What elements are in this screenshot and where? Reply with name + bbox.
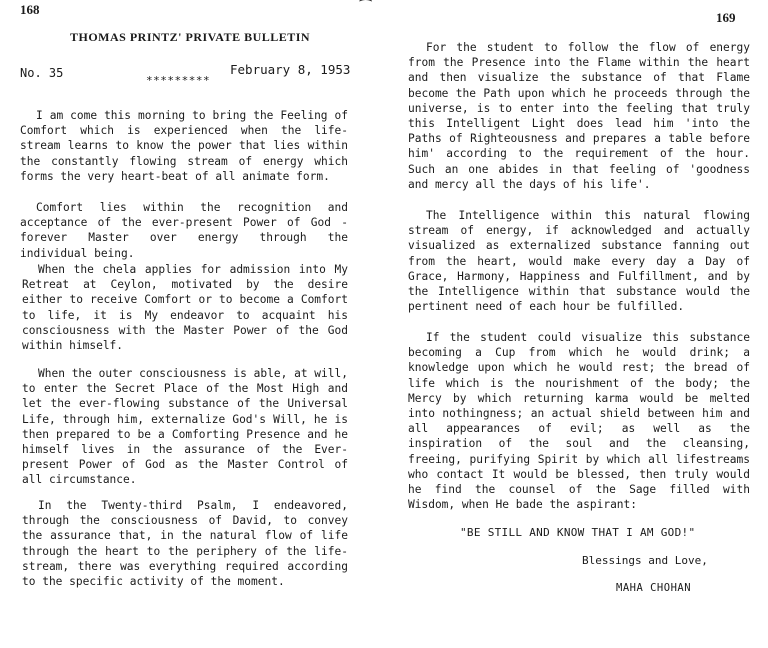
paragraph: If the student could visualize this substance becoming a Cup from which he would drink; a knowledge upon which he would rest; the bread of life which is the nourishment of the body; the Mercy by which returning karma would be melted into nothingness; an actual shield between him and all appearances of evil; as well as the inspiration of the soul and the cleansing, freeing, purifying Spirit by which all lifestreams who contact It would be blessed, then truly would he find the counsel of the Sage filled with Wisdom, when He bade the aspirant: — [408, 331, 750, 512]
paragraph: Comfort lies within the recognition and acceptance of the ever-present Power of God - forever Master over energy through the individual being. — [20, 201, 348, 260]
paragraph: I am come this morning to bring the Feeling of Comfort which is experienced when the life-stream learns to know the power that lies within the constantly flowing stream of energy which forms the very heart-beat of all animate form. — [20, 109, 348, 183]
paragraph: For the student to follow the flow of energy from the Presence into the Flame within the heart and then visualize the substance of that Flame become the Path upon which he proceeds through the universe, is to enter into the feeling that truly this Intelligent Light does lead him 'into the Paths of Righteousness and prepares a table before him' according to the requirement of the hour. Such an one abides in that feeling of 'goodness and mercy all the days of his life'. — [408, 41, 750, 191]
closing: Blessings and Love, — [582, 554, 708, 567]
page-number-left: 168 — [20, 2, 40, 17]
signature: MAHA CHOHAN — [616, 582, 692, 594]
bulletin-title: THOMAS PRINTZ' PRIVATE BULLETIN — [70, 30, 311, 44]
paragraph: In the Twenty-third Psalm, I endeavored, through the consciousness of David, to convey the assurance that, in the natural flow of life through the heart to the periphery of the life-stream, there was everything required according to the specific activity of the moment. — [22, 499, 348, 589]
issue-number: No. 35 — [20, 66, 64, 80]
paragraph: When the chela applies for admission into My Retreat at Ceylon, motivated by the desire either to receive Comfort or to become a Comfort to life, it is My endeavor to acquaint his consciousness with the Master Power of the God within himself. — [22, 263, 348, 353]
paragraph: The Intelligence within this natural flowing stream of energy, if acknowledged and actually visualized as externalized substance fanning out from the heart, would make every day a Day of Grace, Harmony, Happiness and Fulfillment, and by the Intelligence within that substance would the pertinent need of each hour be fulfilled. — [408, 209, 750, 314]
right-page — [384, 0, 768, 648]
paragraph: When the outer consciousness is able, at will, to enter the Secret Place of the Most High and let the ever-flowing substance of the Universal Life, through him, externalize God's Will, he is then prepared to be a Comforting Presence and he himself lives in the assurance of the Ever-present Power of God as the Master Control of all circumstance. — [22, 367, 348, 487]
decree: "BE STILL AND KNOW THAT I AM GOD!" — [460, 526, 696, 539]
page-corner-mark: ⁀ — [360, 0, 372, 16]
page-number-right: 169 — [716, 10, 736, 25]
bulletin-date: February 8, 1953 — [230, 62, 351, 77]
separator-stars: ********* — [146, 74, 211, 87]
